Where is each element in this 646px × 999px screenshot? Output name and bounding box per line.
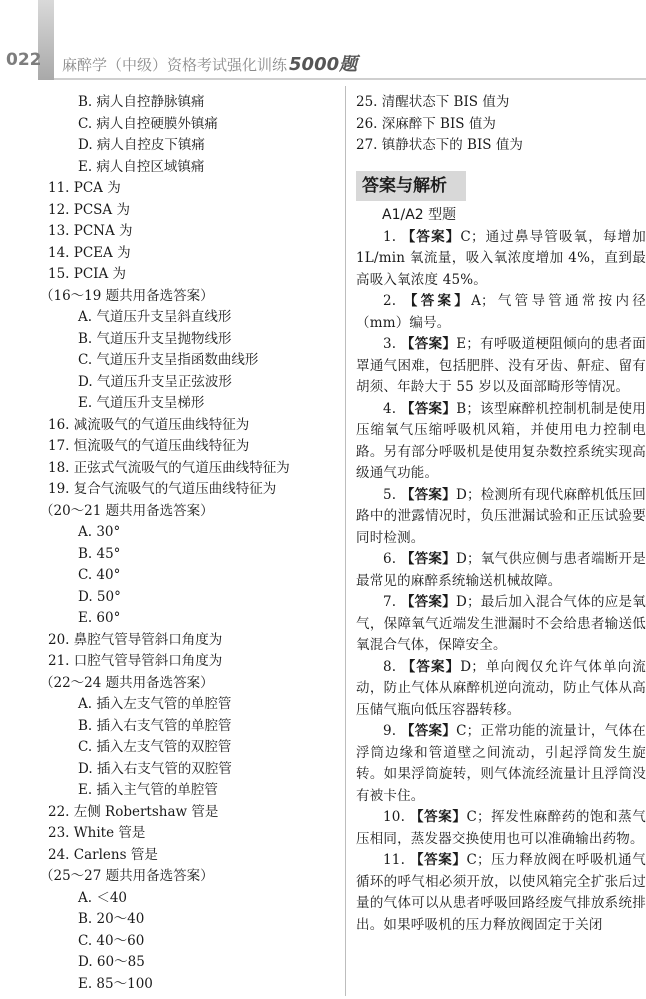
answer-explanation xyxy=(356,334,646,399)
answer-option: C. 病人自控硬膜外镇痛 xyxy=(78,115,218,132)
question-item: 13. PCNA 为 xyxy=(48,223,133,239)
answer-option: C. 气道压升支呈指函数曲线形 xyxy=(78,352,259,368)
left-column xyxy=(40,92,335,995)
answer-option: D. 60～85 xyxy=(78,954,145,970)
answer-text: C；通过鼻导管吸氧，每增加 1L/min 氧流量，吸入氧浓度增加 4%，直到最高吸入氧浓度 45%。 xyxy=(356,228,646,288)
answer-tag: 【答案】 xyxy=(401,228,461,245)
answer-number: 8. xyxy=(383,658,402,675)
subsection-title: A1/A2 型题 xyxy=(382,206,457,223)
book-title-emphasis: 5000题 xyxy=(289,54,358,75)
answer-tag: 【答案】 xyxy=(400,594,456,610)
question-item: 15. PCIA 为 xyxy=(48,266,127,282)
answer-option: A. 气道压升支呈斜直线形 xyxy=(78,309,232,325)
answer-option: E. 病人自控区域镇痛 xyxy=(78,158,205,175)
answer-list xyxy=(356,227,646,937)
answer-number: 3. xyxy=(383,336,401,352)
page-number: 022 xyxy=(6,50,42,70)
answer-option: A. 30° xyxy=(78,524,121,540)
section-title: 答案与解析 xyxy=(356,171,466,201)
answer-tag: 【答案】 xyxy=(400,723,457,739)
answer-number: 1. xyxy=(383,228,402,245)
answer-number: 5. xyxy=(383,486,401,503)
answer-tag: 【答案】 xyxy=(400,486,456,503)
answer-number: 7. xyxy=(383,594,401,610)
answer-text: D；氧气供应侧与患者端断开是最常见的麻醉系统输送机械故障。 xyxy=(356,551,646,589)
answer-option: C. 40° xyxy=(78,567,121,583)
answer-tag: 【答案】 xyxy=(401,658,461,675)
shared-options-note: （16～19 题共用备选答案） xyxy=(40,287,214,304)
shared-options-note: （20～21 题共用备选答案） xyxy=(40,502,214,519)
answer-text: D；单向阀仅允许气体单向流动，防止气体从麻醉机逆向流动，防止气体从高压储气瓶向低压容器转移。 xyxy=(356,658,646,718)
answer-option: E. 60° xyxy=(78,610,121,626)
answer-text: C；正常功能的流量计，气体在浮筒边缘和管道壁之间流动，引起浮筒发生旋转。如果浮筒旋转，则气体流经流量计且浮筒没有被卡住。 xyxy=(356,723,646,804)
answer-explanation xyxy=(356,807,646,850)
answer-text: B；该型麻醉机控制机制是使用压缩氧气压缩呼吸机风箱，并使用电力控制电路。另有部分呼吸机是使用复杂数控系统实现高级通气功能。 xyxy=(356,400,646,481)
answer-option: E. 插入主气管的单腔管 xyxy=(78,782,218,798)
question-item: 26. 深麻醉下 BIS 值为 xyxy=(356,115,496,132)
right-column xyxy=(356,92,646,936)
answer-explanation xyxy=(356,291,646,334)
answer-option: B. 气道压升支呈抛物线形 xyxy=(78,330,232,347)
answer-option: B. 插入右支气管的单腔管 xyxy=(78,717,232,734)
question-item: 14. PCEA 为 xyxy=(48,244,131,261)
answer-tag: 【答案】 xyxy=(409,809,467,825)
shared-options-note: （25～27 题共用备选答案） xyxy=(40,868,214,884)
answer-number: 10. xyxy=(383,809,410,825)
answer-explanation xyxy=(356,592,646,657)
answer-number: 11. xyxy=(383,852,410,868)
answer-explanation xyxy=(356,485,646,550)
answer-number: 4. xyxy=(383,400,401,417)
answer-number: 9. xyxy=(383,723,401,739)
answer-text: D；检测所有现代麻醉机低压回路中的泄露情况时，负压泄漏试验和正压试验要同时检测。 xyxy=(356,486,646,546)
question-list xyxy=(356,92,646,157)
answer-option: C. 插入左支气管的双腔管 xyxy=(78,739,232,755)
answer-number: 6. xyxy=(383,551,401,567)
answer-option: B. 20～40 xyxy=(78,911,145,927)
answer-option: E. 85～100 xyxy=(78,975,153,992)
answer-option: D. 气道压升支呈正弦波形 xyxy=(78,373,232,390)
answer-explanation xyxy=(356,227,646,292)
answer-tag: 【答案】 xyxy=(409,852,467,868)
answer-number: 2. xyxy=(383,293,404,309)
answer-option: A. 插入左支气管的单腔管 xyxy=(78,696,232,712)
question-item: 23. White 管是 xyxy=(48,825,146,841)
question-item: 27. 镇静状态下的 BIS 值为 xyxy=(356,137,523,153)
answer-tag: 【答案】 xyxy=(400,400,457,417)
question-item: 17. 恒流吸气的气道压曲线特征为 xyxy=(48,438,250,454)
question-item: 22. 左侧 Robertshaw 管是 xyxy=(48,803,219,820)
question-item: 24. Carlens 管是 xyxy=(48,846,158,863)
question-item: 20. 鼻腔气管导管斜口角度为 xyxy=(48,631,223,648)
page-header xyxy=(0,0,646,80)
answer-explanation xyxy=(356,399,646,485)
answer-text: E；有呼吸道梗阻倾向的患者面罩通气困难，包括肥胖、没有牙齿、鼾症、留有胡须、年龄大于 55 岁以及面部畸形等情况。 xyxy=(356,336,646,395)
answer-tag: 【答案】 xyxy=(403,293,472,309)
header-rule xyxy=(54,78,646,80)
answer-option: D. 插入右支气管的双腔管 xyxy=(78,760,232,777)
question-item: 21. 口腔气管导管斜口角度为 xyxy=(48,653,223,669)
answer-explanation xyxy=(356,549,646,592)
shared-options-note: （22～24 题共用备选答案） xyxy=(40,674,214,691)
answer-option: E. 气道压升支呈梯形 xyxy=(78,395,205,411)
answer-option: D. 50° xyxy=(78,588,121,605)
answer-option: A. ＜40 xyxy=(78,889,128,906)
question-item: 25. 清醒状态下 BIS 值为 xyxy=(356,94,510,110)
answer-option: D. 病人自控皮下镇痛 xyxy=(78,137,205,153)
answer-explanation xyxy=(356,721,646,807)
answer-explanation xyxy=(356,850,646,936)
book-title-text: 麻醉学（中级）资格考试强化训练 xyxy=(62,56,288,74)
answer-text: C；压力释放阀在呼吸机通气循环的呼气相必须开放，以使风箱完全扩张后过量的气体可以从患者呼吸回路经废气排放系统排出。如果呼吸机的压力释放阀固定于关闭 xyxy=(356,852,646,933)
question-item: 11. PCA 为 xyxy=(48,180,121,196)
answer-tag: 【答案】 xyxy=(400,336,457,352)
book-title xyxy=(62,50,357,76)
question-item: 16. 减流吸气的气道压曲线特征为 xyxy=(48,416,250,433)
answer-option: B. 45° xyxy=(78,545,121,562)
column-divider xyxy=(345,86,346,996)
question-item: 19. 复合气流吸气的气道压曲线特征为 xyxy=(48,481,277,497)
answer-option: B. 病人自控静脉镇痛 xyxy=(78,94,205,110)
answer-tag: 【答案】 xyxy=(400,551,456,567)
answer-text: D；最后加入混合气体的应是氧气，保障氧气近端发生泄漏时不会给患者输送低氧混合气体，保障安全。 xyxy=(356,594,646,653)
answer-explanation xyxy=(356,657,646,722)
answer-option: C. 40～60 xyxy=(78,932,145,949)
answer-text: C；挥发性麻醉药的饱和蒸气压相同，蒸发器交换使用也可以准确输出药物。 xyxy=(356,809,646,847)
question-item: 18. 正弦式气流吸气的气道压曲线特征为 xyxy=(48,459,290,476)
answer-text: A；气管导管通常按内径（mm）编号。 xyxy=(356,293,646,331)
question-item: 12. PCSA 为 xyxy=(48,201,130,218)
